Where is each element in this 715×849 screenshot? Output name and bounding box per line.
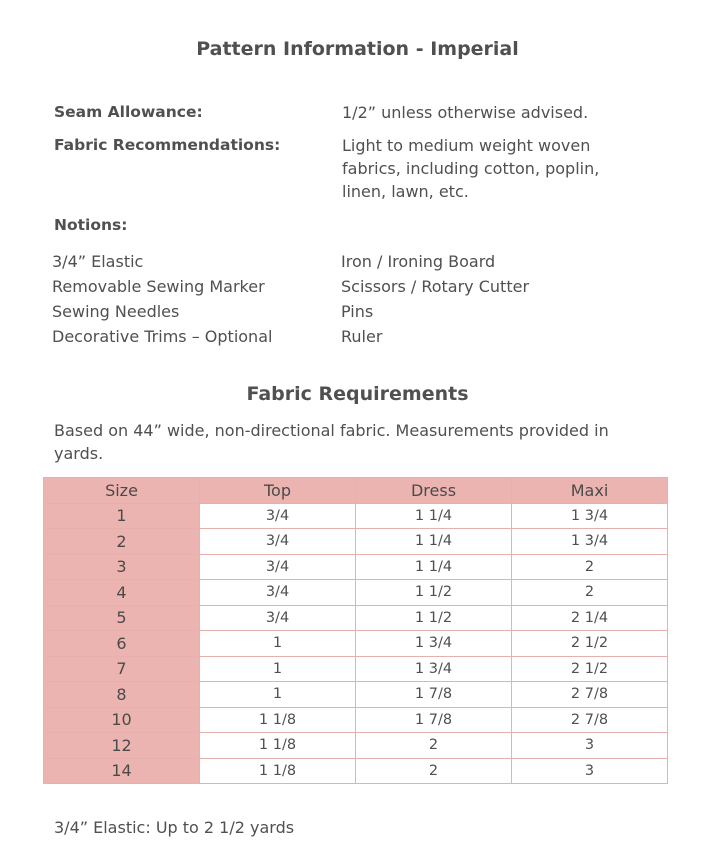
cell-top: 3/4 — [200, 580, 356, 606]
table-row — [44, 758, 668, 784]
notion-item: 3/4” Elastic — [52, 252, 144, 271]
cell-maxi: 1 3/4 — [512, 503, 668, 529]
table-row — [44, 529, 668, 555]
cell-top: 1 1/8 — [200, 707, 356, 733]
notion-item: Removable Sewing Marker — [52, 277, 265, 296]
notion-item: Sewing Needles — [52, 302, 180, 321]
cell-maxi: 1 3/4 — [512, 529, 668, 555]
fabric-requirements-title: Fabric Requirements — [246, 383, 469, 405]
fabric-requirements-intro: Based on 44” wide, non-directional fabric. Measurements provided in yards. — [54, 421, 609, 463]
cell-dress: 1 1/4 — [356, 529, 512, 555]
cell-maxi: 2 — [512, 554, 668, 580]
fabric-recommendations-line: Light to medium weight woven — [342, 136, 591, 155]
notion-item: Ruler — [341, 327, 383, 346]
cell-dress: 1 1/4 — [356, 503, 512, 529]
cell-size: 6 — [44, 631, 200, 657]
cell-size: 2 — [44, 529, 200, 555]
table-row — [44, 631, 668, 657]
cell-maxi: 2 7/8 — [512, 682, 668, 708]
cell-top: 1 1/8 — [200, 758, 356, 784]
cell-maxi: 3 — [512, 758, 668, 784]
cell-top: 3/4 — [200, 605, 356, 631]
header-dress: Dress — [356, 478, 512, 504]
cell-dress: 1 1/2 — [356, 605, 512, 631]
cell-maxi: 2 1/4 — [512, 605, 668, 631]
table-row — [44, 682, 668, 708]
page-title: Pattern Information - Imperial — [196, 38, 519, 60]
cell-top: 1 1/8 — [200, 733, 356, 759]
notion-item: Decorative Trims – Optional — [52, 327, 273, 346]
cell-maxi: 2 1/2 — [512, 656, 668, 682]
notion-item: Pins — [341, 302, 374, 321]
header-size: Size — [44, 478, 200, 504]
table-row — [44, 503, 668, 529]
header-top: Top — [200, 478, 356, 504]
table-row — [44, 656, 668, 682]
fabric-recommendations-label: Fabric Recommendations: — [54, 136, 281, 154]
cell-dress: 1 3/4 — [356, 656, 512, 682]
cell-maxi: 2 1/2 — [512, 631, 668, 657]
cell-top: 3/4 — [200, 554, 356, 580]
fabric-recommendations-line: linen, lawn, etc. — [342, 182, 469, 201]
seam-allowance-value: 1/2” unless otherwise advised. — [342, 103, 589, 122]
cell-dress: 1 3/4 — [356, 631, 512, 657]
fabric-recommendations-value — [342, 134, 642, 203]
cell-dress: 2 — [356, 758, 512, 784]
cell-top: 3/4 — [200, 529, 356, 555]
cell-size: 14 — [44, 758, 200, 784]
cell-maxi: 3 — [512, 733, 668, 759]
table-row — [44, 733, 668, 759]
cell-dress: 1 1/4 — [356, 554, 512, 580]
header-maxi: Maxi — [512, 478, 668, 504]
notion-item: Iron / Ironing Board — [341, 252, 496, 271]
table-header-row — [44, 478, 668, 504]
cell-size: 7 — [44, 656, 200, 682]
cell-top: 1 — [200, 656, 356, 682]
notions-label: Notions: — [54, 216, 128, 234]
cell-size: 3 — [44, 554, 200, 580]
cell-maxi: 2 7/8 — [512, 707, 668, 733]
cell-top: 3/4 — [200, 503, 356, 529]
table-row — [44, 554, 668, 580]
elastic-note: 3/4” Elastic: Up to 2 1/2 yards — [54, 818, 295, 837]
cell-size: 4 — [44, 580, 200, 606]
cell-size: 10 — [44, 707, 200, 733]
cell-dress: 1 1/2 — [356, 580, 512, 606]
cell-dress: 1 7/8 — [356, 682, 512, 708]
seam-allowance-label: Seam Allowance: — [54, 103, 203, 121]
cell-size: 12 — [44, 733, 200, 759]
cell-size: 5 — [44, 605, 200, 631]
table-row — [44, 605, 668, 631]
table-row — [44, 707, 668, 733]
cell-top: 1 — [200, 682, 356, 708]
notion-item: Scissors / Rotary Cutter — [341, 277, 530, 296]
cell-maxi: 2 — [512, 580, 668, 606]
table-row — [44, 580, 668, 606]
cell-top: 1 — [200, 631, 356, 657]
fabric-requirements-table — [43, 477, 668, 784]
cell-size: 1 — [44, 503, 200, 529]
cell-size: 8 — [44, 682, 200, 708]
cell-dress: 1 7/8 — [356, 707, 512, 733]
cell-dress: 2 — [356, 733, 512, 759]
fabric-recommendations-line: fabrics, including cotton, poplin, — [342, 159, 600, 178]
